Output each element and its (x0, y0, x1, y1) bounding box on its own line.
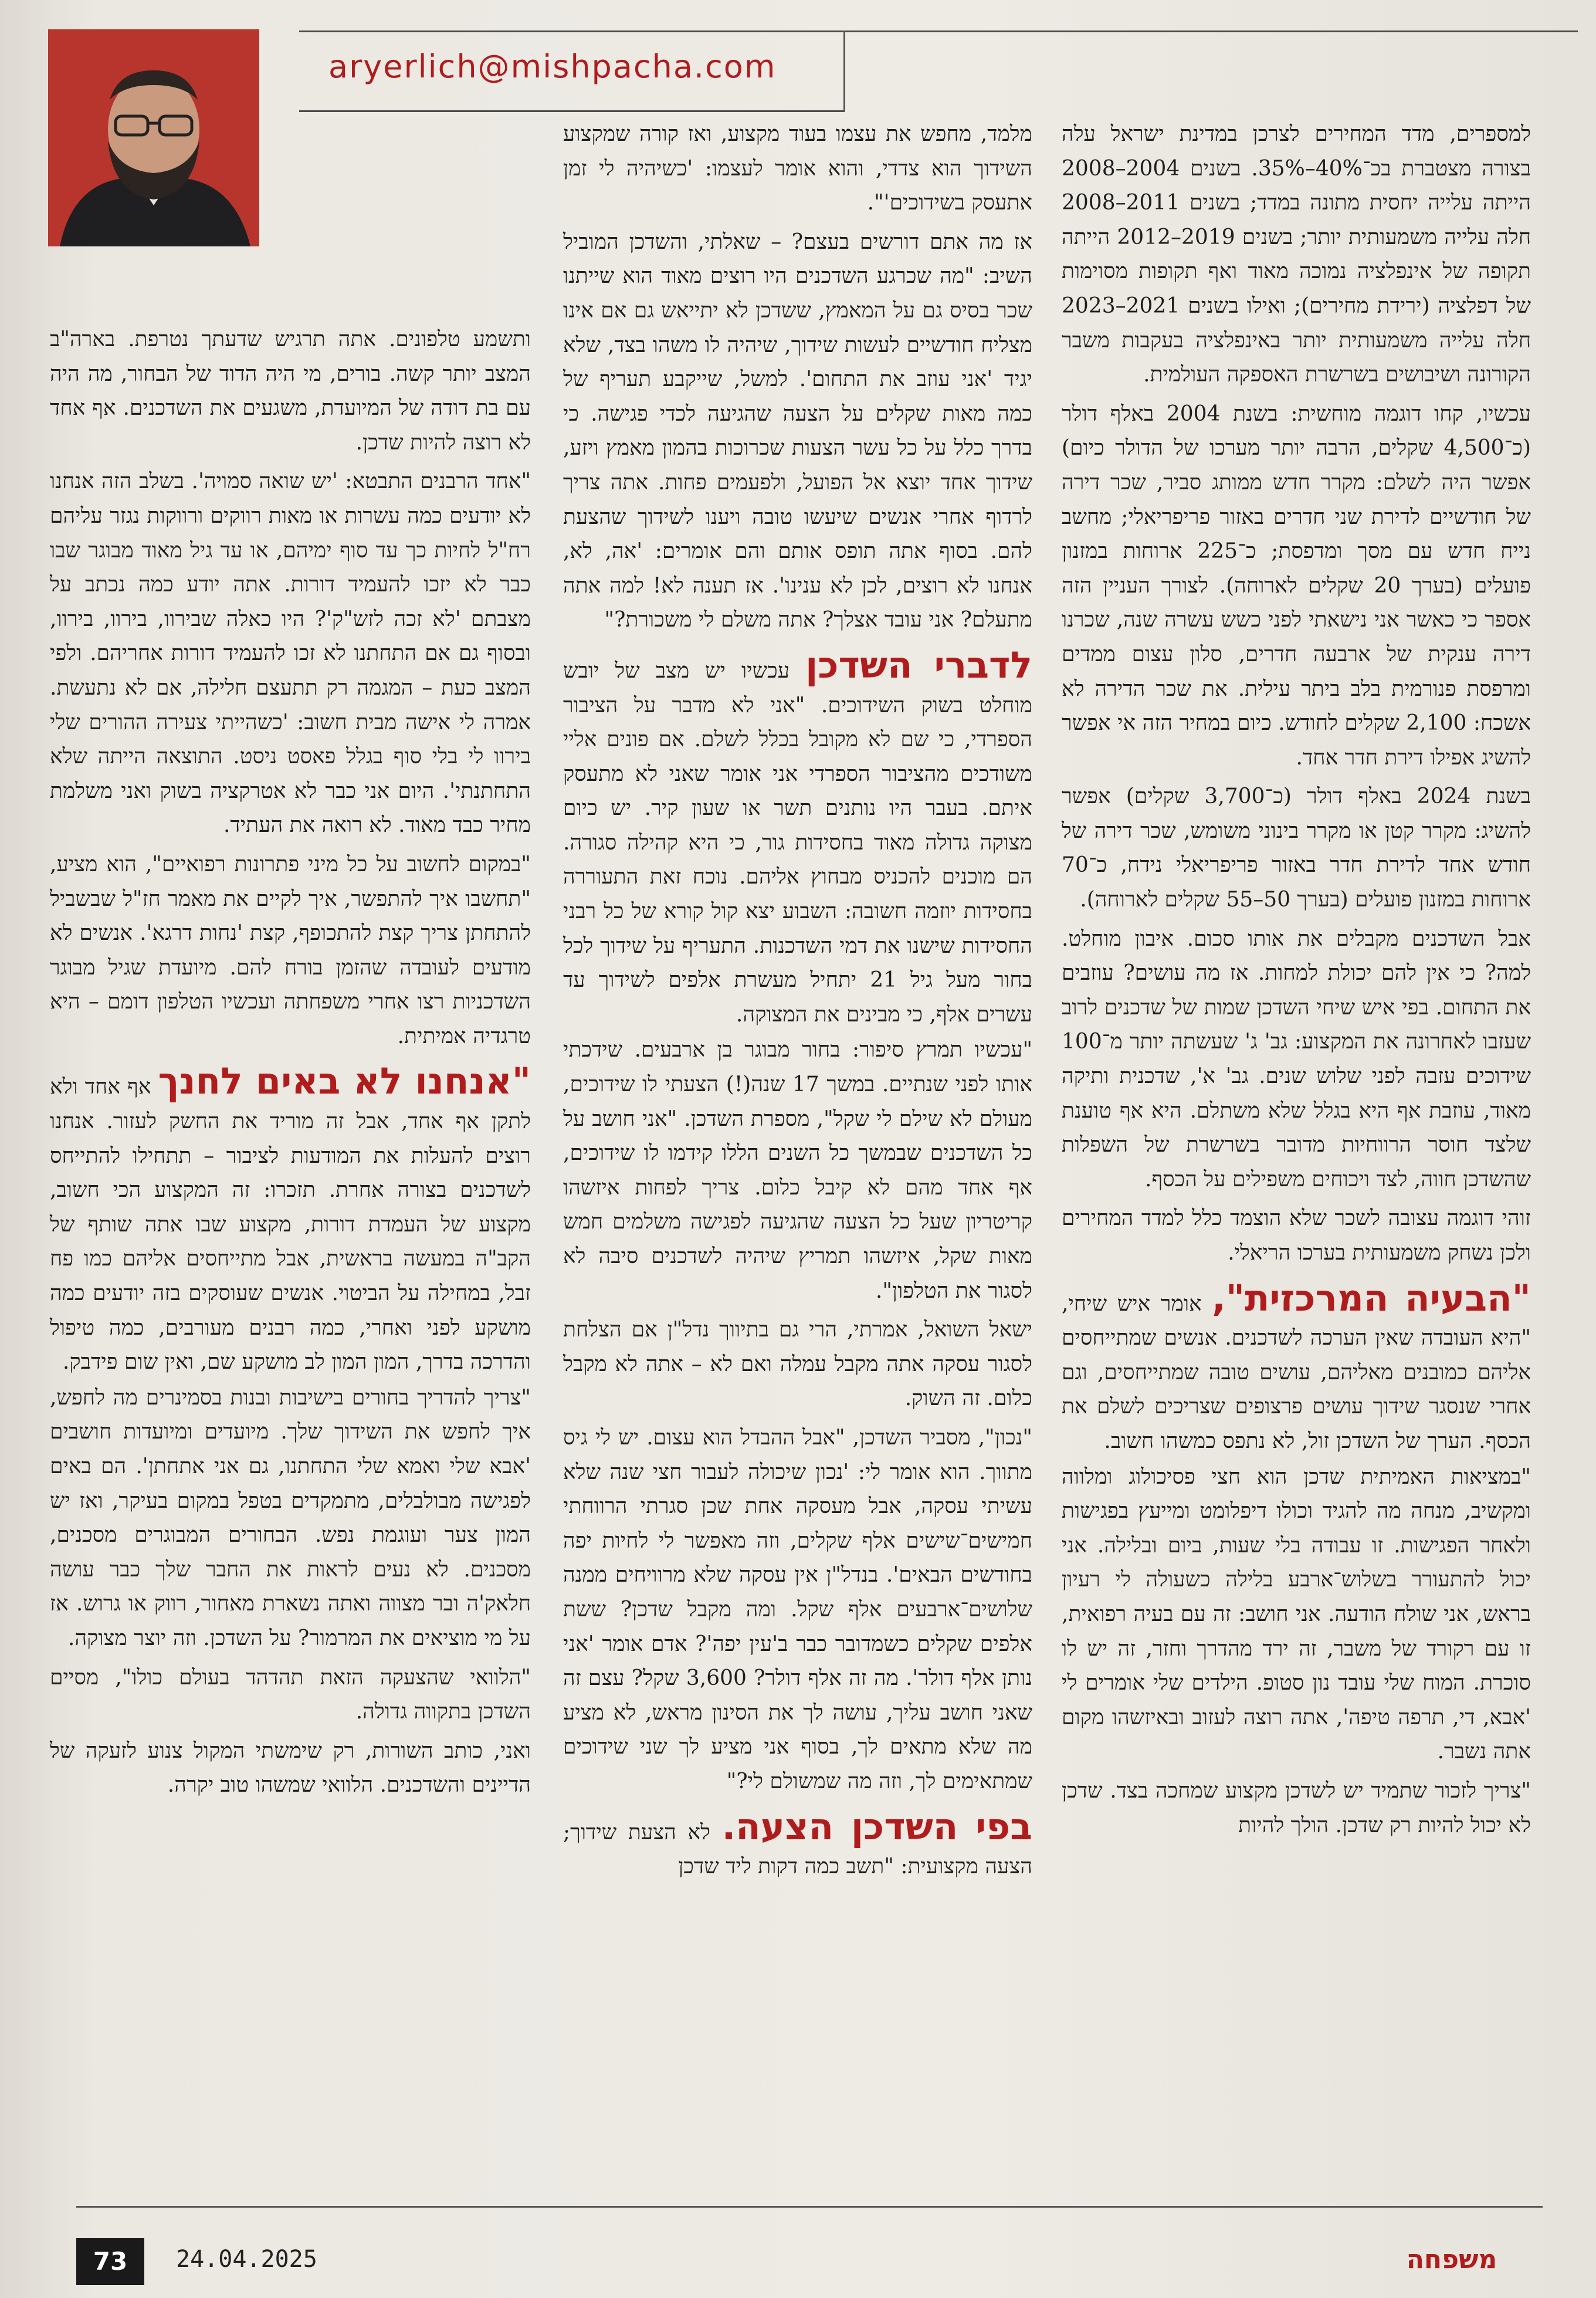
body-paragraph: "צריך לזכור שתמיד יש לשדכן מקצוע שמחכה בצד. שדכן לא יכול להיות רק שדכן. הולך להיות (1062, 1778, 1531, 1837)
body-paragraph: עכשיו, קחו דוגמה מוחשית: בשנת 2004 באלף דולר (כ־4,500 שקלים, הרבה יותר מערכו של הדולר כיום) אפשר היה לשלם: מקרר חדש ממותג סביר, שכר דירה של חודשיים לדירת שני חדרים באזור פריפריאלי; מחשב נייח חדש עם מסך ומדפסת; כ־225 ארוחות במזנון פועלים (בערך 20 שקלים לארוחה). לצורך העניין הזה אספר כי כאשר אני נישאתי לפני כשש עשרה שנה, שכרנו דירה ענקית של ארבעה חדרים, סלון עצום ממדים ומרפסת פנורמית בלב ביתר עילית. את שכר הדירה לא אשכח: 2,100 שקלים לחודש. כיום במחיר הזה אי אפשר להשיג אפילו דירת חדר אחד. (1062, 401, 1531, 770)
paragraph-text: עכשיו יש מצב של יובש מוחלט בשוק השידוכים. "אני לא מדבר על הציבור הספרדי, כי שם לא מקובל בכלל לשלם. אם פונים אליי משודכים מהציבור הספרדי אני אומר שאני לא מתעסק איתם. בעבר היו נותנים תשר או שעון קיר. יש כיום מצוקה גדולה מאוד בחסידות גור, כי היא קהילה סגורה. הם מוכנים להכניס מבחוץ אליהם. נוכח זאת התעוררה בחסידות יוזמה חשובה: השבוע יצא קול קורא של כל רבני החסידות שישנו את דמי השדכנות. התעריף על שידוך לכל בחור מעל גיל 21 יתחיל מעשרת אלפים לשידוך עד עשרים אלף, כי מבינים את המצוקה. (563, 658, 1032, 1027)
body-paragraph: "אחד הרבנים התבטא: 'יש שואה סמויה'. בשלב הזה אנחנו לא יודעים כמה עשרות או מאות רווקים ורווקות נגזר עליהם רח"ל לחיות כך עד סוף ימיהם, או עד גיל מאוד מבוגר שבו כבר לא יזכו להעמיד דורות. אתה יודע כמה נכתב על מצבתם 'לא זכה לזש"ק'? היו כאלה שבירוו, בירוו, בירוו, ובסוף גם אם התחתנו לא זכו להעמיד דורות אחריהם. ולפי המצב כעת – המגמה רק תתעצם חלילה, אם לא נתעשת. אמרה לי אישה מבית חשוב: 'כשהייתי צעירה ההורים שלי בירוו לי בלי סוף בגלל פאסט ניסט. התוצאה הייתה שלא התחתנתי'. היום אני כבר לא אטרקציה בשוק ואני משלמת מחיר כבד מאוד. לא רואה את העתיד. (50, 469, 531, 838)
body-paragraph: בשנת 2024 באלף דולר (כ־3,700 שקלים) אפשר להשיג: מקרר קטן או מקרר בינוני משומש, שכר דירה של חודש אחד לדירת חדר באזור פריפריאלי נידח, כ־70 ארוחות במזנון פועלים (בערך 50–55 שקלים לארוחה). (1062, 784, 1531, 912)
page-number: 73 (76, 2238, 144, 2285)
subhead: "אנחנו לא באים לחנך (158, 1060, 531, 1103)
subhead-paragraph (50, 1062, 531, 1379)
subhead-paragraph (563, 1805, 1033, 1884)
subhead-paragraph (1062, 1276, 1531, 1459)
body-paragraph: אז מה אתם דורשים בעצם? – שאלתי, והשדכן המוביל השיב: "מה שכרגע השדכנים היו רוצים מאוד הוא שייתנו שכר בסיס גם על המאמץ, ששדכן לא יתייאש גם אם אינו מצליח חודשיים לעשות שידוך, שיהיה לו משהו בצד, שלא יגיד 'אני עוזב את התחום'. למשל, שייקבע תעריף של כמה מאות שקלים על הצעה שהגיעה לכדי פגישה. כי בדרך כלל על כל עשר הצעות שכרוכות בהמון מאמץ ויזע, שידוך אחד יוצא אל הפועל, ולפעמים פחות. אתה צריך לרדוף אחרי אנשים שיעשו טובה ויענו לשידוך שהצעת להם. בסוף אתה תופס אותם והם אומרים: 'אה, לא, אנחנו לא רוצים, לכן לא ענינו'. אז תענה לא! למה אתה מתעלם? אני עובד אצלך? אתה משלם לי משכורת?" (563, 229, 1032, 632)
column-right (1062, 117, 1531, 2124)
body-paragraph: מלמד, מחפש את עצמו בעוד מקצוע, ואז קורה שמקצוע השידוך הוא צדדי, והוא אומר לעצמו: 'כשיהיה לי זמן אתעסק בשידוכים'". (563, 122, 1032, 215)
footer-rule (76, 2206, 1543, 2208)
author-photo (48, 29, 259, 246)
body-paragraph: "צריך להדריך בחורים בישיבות ובנות בסמינרים מה לחפש, איך לחפש את השידוך שלך. מיועדים ומיועדות חושבים 'אבא שלי ואמא שלי התחתנו, גם אני אתחתן'. הם באים לפגישה מבולבלים, מתמקדים בטפל במקום בעיקר, ואז יש המון צער ועוגמת נפש. הבחורים המבוגרים מסכנים, מסכנים. לא נעים לראות את החבר שלך כבר עושה חלאק'ה ובר מצווה ואתה נשארת מאחור, רווק או גרוש. אז על מי מוציאים את המרמור? על השדכן. וזה יוצר מצוקה. (50, 1385, 531, 1650)
body-paragraph: "במציאות האמיתית שדכן הוא חצי פסיכולוג ומלווה ומקשיב, מנחה מה להגיד וכולו דיפלומט ומייעץ בפגישות ולאחר הפגישות. זו עבודה בלי שעות, ביום ובלילה. אני יכול להתעורר בשלוש־ארבע בלילה כשעולה לי רעיון בראש, אני שולח הודעה. אני חושב: זה עם בעיה רפואית, זו עם רקורד של משבר, זה ירד מהדרך וחזר, זה יש לו סוכרת. המוח שלי עובד נון סטופ. הילדים שלי אומרים לי 'אבא, די, תרפה טיפה', אתה רוצה לעזוב ובאיזשהו מקום אתה נשבר. (1062, 1464, 1531, 1764)
header-rule-left (299, 110, 845, 112)
author-portrait-icon (48, 29, 259, 246)
column-middle (563, 117, 1032, 2124)
author-email: aryerlich@mishpacha.com (328, 48, 777, 85)
subhead-paragraph (563, 643, 1032, 1033)
header-rule-right (299, 31, 1578, 32)
issue-date: 24.04.2025 (176, 2246, 317, 2273)
body-paragraph: ישאל השואל, אמרתי, הרי גם בתיווך נדל"ן אם הצלחת לסגור עסקה אתה מקבל עמלה ואם לא – אתה לא מקבל כלום. זה השוק. (563, 1318, 1032, 1411)
body-paragraph: "עכשיו תמרץ סיפור: בחור מבוגר בן ארבעים. שידכתי אותו לפני שנתיים. במשך 17 שנה(!) הצעתי לו שידוכים, מעולם לא שילם לי שקל", מספרת השדכן. "אני חושב על כל השדכנים שבמשך כל השנים הללו קידמו לו שידוכים, אף אחד מהם לא קיבל כלום. צריך לפחות איזשהו קריטריון שעל כל הצעה שהגיעה לפגישה משלמים חמש מאות שקל, איזשהו תמריץ שיהיה לשדכנים סיבה לא לסגור את הטלפון". (563, 1038, 1033, 1303)
body-paragraph: זוהי דוגמה עצובה לשכר שלא הוצמד כלל למדד המחירים ולכן נשחק משמעותית בערכו הריאלי. (1062, 1206, 1531, 1265)
subhead: לדברי השדכן (805, 643, 1032, 686)
body-paragraph: "במקום לחשוב על כל מיני פתרונות רפואיים", הוא מציע, "תחשבו איך להתפשר, איך לקיים את מאמר חז"ל שבשביל להתחתן צריך קצת להתכופף, קצת 'נחות דרגא'. אנשים לא מודעים לעובדה שהזמן בורח להם. מיועדת שגיל מבוגר השדכניות רצו אחרי משפחתה ועכשיו הטלפון דומם – היא טרגדיה אמיתית. (50, 852, 531, 1048)
header-divider (843, 31, 845, 111)
body-paragraph: ותשמע טלפונים. אתה תרגיש שדעתך נטרפת. בארה"ב המצב יותר קשה. בורים, מי היה הדוד של הבחור, מה היה עם בת דודה של המיועדת, משגעים את השדכנים. אף אחד לא רוצה להיות שדכן. (50, 327, 531, 455)
paragraph-text: לא הצעת שידוך; הצעה מקצועית: "תשב כמה דקות ליד שדכן (563, 1820, 1032, 1879)
body-paragraph: אבל השדכנים מקבלים את אותו סכום. איבון מוחלט. למה? כי אין להם יכולת למחות. אז מה עושים? עוזבים את התחום. בפי איש שיחי השדכן שמות של שדכנים לרוב שעזבו לאחרונה את המקצוע: גב' ג' שעשתה יותר מ־100 שידוכים עזבה לפני שלוש שנים. גב' א', שדכנית ותיקה מאוד, עוזבת אף היא בגלל שלא משתלם. היא אף טוענת שלצד חוסר הרווחיות מדובר בשרשרת של השפלות שהשדכן חווה, לצד ויכוחים משפילים על הכסף. (1062, 926, 1531, 1192)
paragraph-text: אומר איש שיחי, "היא העובדה שאין הערכה לשדכנים. אנשים שמתייחסים אליהם כמובנים מאליהם, עושים טובה שמתייחסים, וגם אחרי שנסגר שידוך עושים פרצופים שצריכים לשלם את הכסף. הערך של השדכן זול, לא נתפס כמשהו חשוב. (1062, 1291, 1531, 1453)
subhead: בפי השדכן הצעה. (721, 1805, 1033, 1848)
magazine-logo: משפחה (1406, 2245, 1497, 2275)
body-paragraph: "נכון", מסביר השדכן, "אבל ההבדל הוא עצום. יש לי גיס מתווך. הוא אומר לי: 'נכון שיכולה לעבור חצי שנה שלא עשיתי עסקה, אבל מעסקה אחת שכן סגרתי הרווחתי חמישים־שישים אלף שקלים, וזה מאפשר לי לחיות יפה בחודשים הבאים'. בנדל"ן אין עסקה שלא מרוויחים ממנה שלושים־ארבעים אלף שקל. ומה מקבל שדכן? ששת אלפים שקלים כשמדובר כבר ב'עין יפה'? אדם אומר 'אני נותן אלף דולר'. מה זה אלף דולר? 3,600 שקל? עצם זה שאני חושב עליך, עושה לך את הסינון מראש, לא מציע מה שלא מתאים לך, בסוף אני מציע לך שני שידוכים שמתאימים לך, וזה מה שמשולם לי?" (563, 1425, 1032, 1793)
body-paragraph: "הלוואי שהצעקה הזאת תהדהד בעולם כולו", מסיים השדכן בתקווה גדולה. (50, 1665, 531, 1724)
column-left (50, 323, 531, 2094)
body-paragraph: ואני, כותב השורות, רק שימשתי המקול צנוע לזעקה של הדיינים והשדכנים. הלוואי שמשהו טוב יקרה. (50, 1738, 531, 1798)
body-paragraph: למספרים, מדד המחירים לצרכן במדינת ישראל עלה בצורה מצטברת בכ־40%–35%. בשנים 2004–2008 הייתה עלייה יחסית מתונה במדד; בשנים 2011–2008 חלה עלייה משמעותית יותר; בשנים 2019–2012 הייתה תקופה של אינפלציה נמוכה מאוד ואף תקופות מסוימות של דפלציה (ירידת מחירים); ואילו בשנים 2021–2023 חלה עלייה משמעותית יותר באינפלציה בעקבות משבר הקורונה ושיבושים בשרשרת האספקה העולמית. (1062, 122, 1531, 387)
paragraph-text: אף אחד ולא לתקן אף אחד, אבל זה מוריד את החשק לעזור. אנחנו רוצים להעלות את המודעות לציבור – תתחילו להתייחס לשדכנים בצורה אחרת. תזכרו: זה המקצוע הכי חשוב, מקצוע של העמדת דורות, מקצוע שבו אתה שותף של הקב"ה במעשה בראשית, אבל מתייחסים אליהם כמו פח זבל, במחילה על הביטוי. אנשים שעוסקים בזה יודעים כמה מושקע לפני ואחרי, כמה רבנים מעורבים, כמה טיפול והדרכה בדרך, המון המון לב מושקע שם, ואין שום פידבק. (50, 1075, 531, 1375)
subhead: "הבעיה המרכזית", (1212, 1276, 1531, 1319)
